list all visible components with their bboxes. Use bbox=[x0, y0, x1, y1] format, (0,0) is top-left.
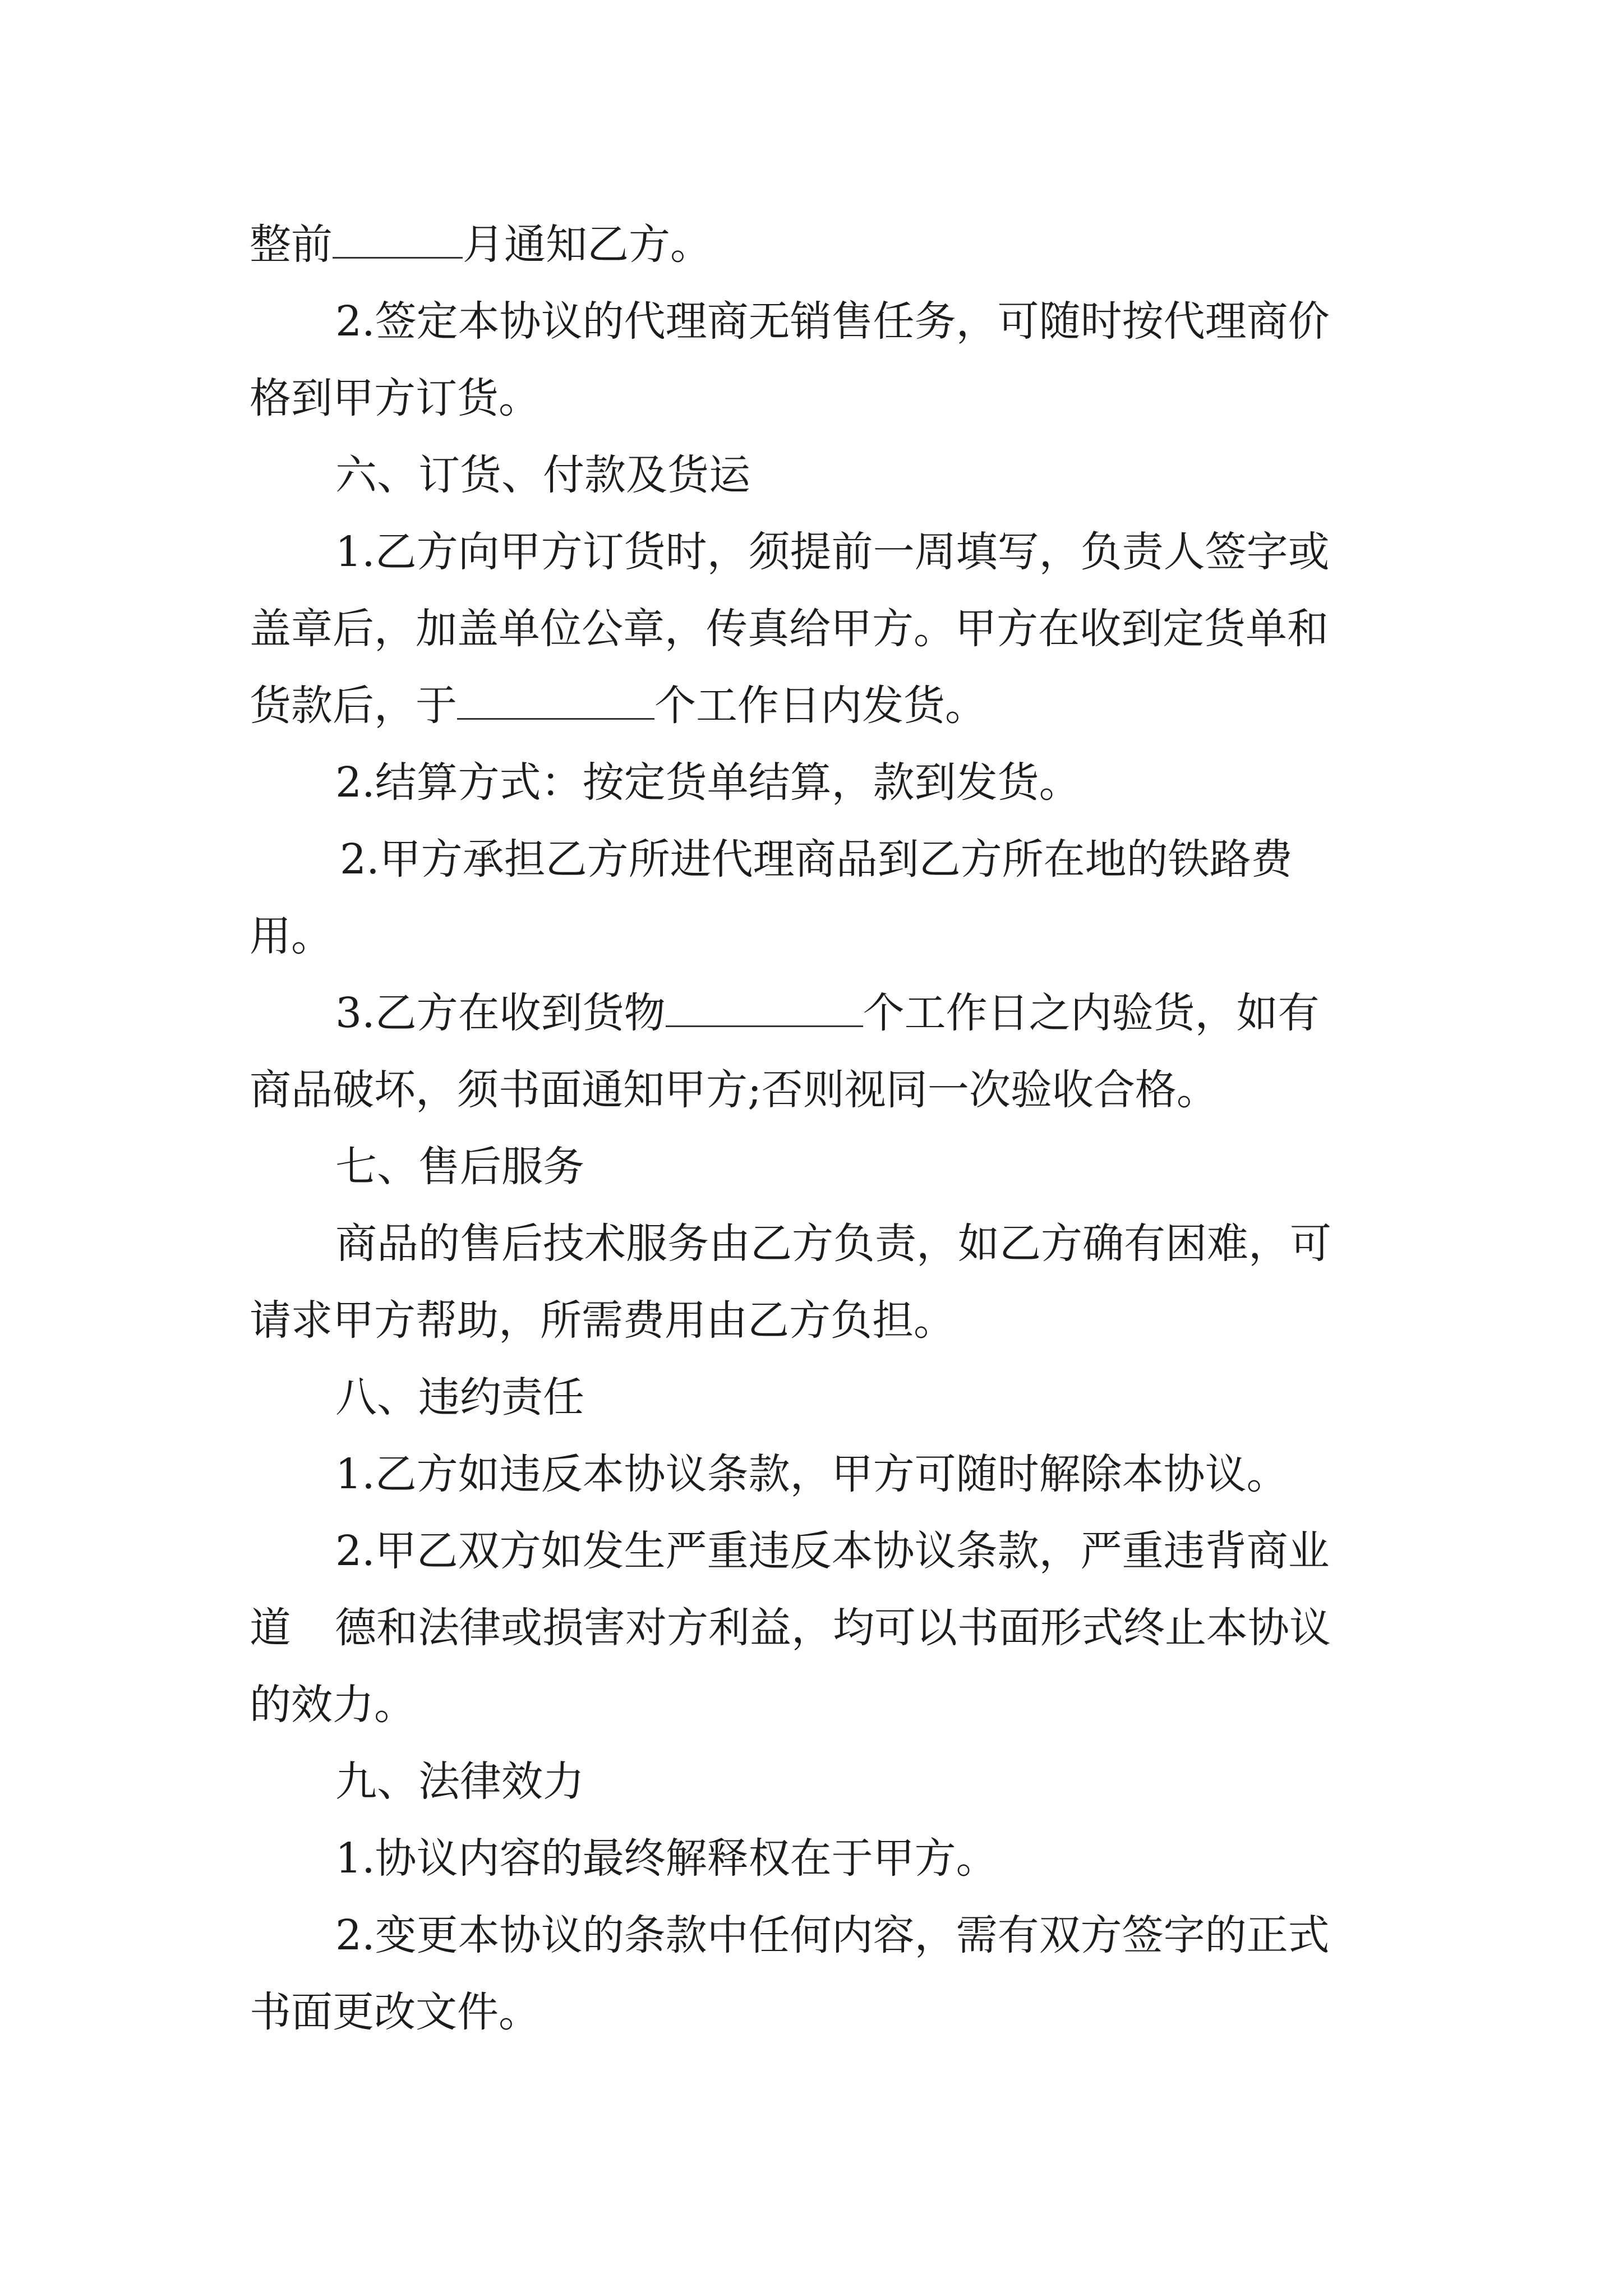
paragraph-line: 1.乙方向甲方订货时，须提前一周填写，负责人签字或 bbox=[335, 528, 1330, 576]
paragraph-line: 1.乙方如违反本协议条款，甲方可随时解除本协议。 bbox=[335, 1450, 1288, 1498]
text-fragment: 德和法律或损害对方利益，均可以书面形式终止本协议 bbox=[335, 1604, 1331, 1652]
paragraph-line: 用。 bbox=[250, 912, 333, 960]
text-fragment: 货款后，于 bbox=[250, 682, 457, 730]
paragraph-line: 2.结算方式：按定货单结算，款到发货。 bbox=[335, 758, 1081, 807]
section-heading: 七、售后服务 bbox=[335, 1143, 584, 1191]
fill-in-blank bbox=[333, 222, 463, 259]
paragraph-line bbox=[335, 974, 1320, 1052]
paragraph-line: 2.甲乙双方如发生严重违反本协议条款，严重违背商业 bbox=[335, 1527, 1330, 1575]
paragraph-line: 盖章后，加盖单位公章，传真给甲方。甲方在收到定货单和 bbox=[250, 605, 1329, 653]
paragraph-line bbox=[250, 1589, 1331, 1667]
paragraph-line: 请求甲方帮助，所需费用由乙方负担。 bbox=[250, 1296, 955, 1345]
paragraph-line: 2.签定本协议的代理商无销售任务，可随时按代理商价 bbox=[335, 297, 1330, 346]
paragraph-line: 商品的售后技术服务由乙方负责，如乙方确有困难，可 bbox=[335, 1220, 1331, 1268]
paragraph-line: 2.甲方承担乙方所进代理商品到乙方所在地的铁路费 bbox=[340, 835, 1293, 884]
paragraph-line bbox=[250, 666, 986, 745]
paragraph-line: 书面更改文件。 bbox=[250, 1988, 540, 2036]
paragraph-line: 的效力。 bbox=[250, 1681, 416, 1729]
text-fragment: 道 bbox=[250, 1604, 291, 1652]
paragraph-line: 格到甲方订货。 bbox=[250, 374, 540, 422]
paragraph-line: 1.协议内容的最终解释权在于甲方。 bbox=[335, 1834, 998, 1883]
paragraph-line: 2.变更本协议的条款中任何内容，需有双方签字的正式 bbox=[335, 1911, 1330, 1959]
paragraph-line bbox=[250, 205, 712, 284]
text-fragment: 个工作日之内验货，如有 bbox=[863, 989, 1320, 1037]
text-fragment: 月通知乙方。 bbox=[463, 220, 712, 269]
text-fragment: 3.乙方在收到货物 bbox=[335, 989, 666, 1037]
fill-in-blank bbox=[666, 991, 863, 1027]
fill-in-blank bbox=[457, 683, 654, 720]
section-heading: 九、法律效力 bbox=[335, 1757, 584, 1806]
text-fragment: 个工作日内发货。 bbox=[654, 682, 986, 730]
section-heading: 八、违约责任 bbox=[335, 1373, 584, 1421]
text-fragment: 整前 bbox=[250, 220, 333, 269]
paragraph-line: 商品破坏，须书面通知甲方;否则视同一次验收合格。 bbox=[250, 1066, 1218, 1114]
section-heading: 六、订货、付款及货运 bbox=[335, 451, 750, 499]
